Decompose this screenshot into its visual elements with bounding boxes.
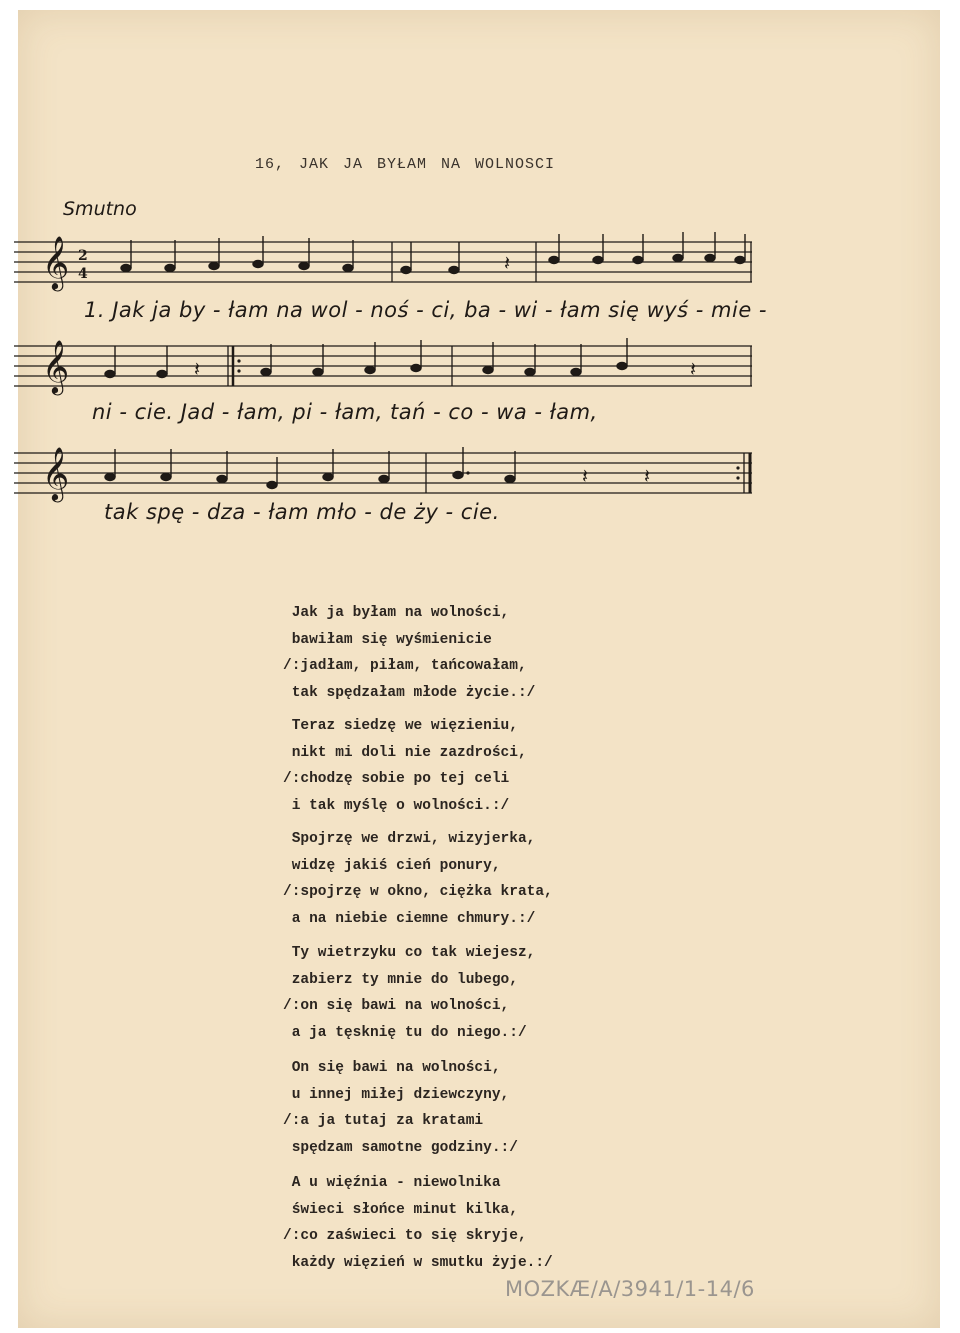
stanza-1 [283,600,535,706]
verse-line: Ty wietrzyku co tak wiejesz, [283,945,536,961]
verse-line: u innej miłej dziewczyny, [283,1086,510,1103]
svg-text:4: 4 [78,266,88,282]
verse-line: a na niebie ciemne chmury.:/ [283,910,536,927]
verse-line: /:on się bawi na wolności, [283,998,510,1014]
svg-text:𝄽: 𝄽 [504,251,511,275]
verse-line: każdy więzień w smutku żyje.:/ [283,1254,553,1271]
verse-line: /:chodzę sobie po tej celi [283,771,510,787]
lyric-line-1: 1. Jak ja by - łam na wol - noś - ci, ba - wi - łam się wyś - mie - [84,298,768,322]
stanza-3 [283,826,553,932]
verse-line: /:a ja tutaj za kratami [283,1113,484,1129]
verse-line: bawiłam się wyśmienicie [283,631,492,648]
verse-line: A u więźnia - niewolnika [283,1175,501,1191]
verse-line: Teraz siedzę we więzieniu, [283,718,518,734]
verse-line: /:spojrzę w okno, ciężka krata, [283,884,553,900]
staff-3-notation [14,445,756,505]
svg-text:𝄽: 𝄽 [690,357,697,381]
lyric-line-3: tak spę - dza - łam mło - de ży - cie. [104,500,500,524]
verse-line: /:jadłam, piłam, tańcowałam, [283,658,527,674]
tempo-marking: Smutno [63,198,137,220]
verse-line: On się bawi na wolności, [283,1060,501,1076]
music-staff-2 [14,338,756,398]
lyric-line-2: ni - cie. Jad - łam, pi - łam, tań - co - wa - łam, [92,400,598,424]
treble-clef-icon: 𝄞 [42,339,70,393]
verse-line: widzę jakiś cień ponury, [283,857,501,874]
stanza-2 [283,713,527,819]
music-staff-3 [14,445,756,505]
verse-line: nikt mi doli nie zazdrości, [283,744,527,761]
archive-signature: MOZKÆ/A/3941/1-14/6 [505,1277,755,1301]
svg-text:𝄽: 𝄽 [582,464,589,488]
svg-text:𝄽: 𝄽 [194,357,201,381]
stanza-4 [283,940,535,1046]
music-staff-1 [14,234,756,294]
svg-text:2: 2 [78,248,88,264]
verse-line: Jak ja byłam na wolności, [283,605,510,621]
verse-line: świeci słońce minut kilka, [283,1201,518,1218]
verse-line: a ja tęsknię tu do niego.:/ [283,1024,527,1041]
stanza-6 [283,1170,553,1276]
staff-2-notation [14,338,756,398]
stanza-5 [283,1055,518,1161]
treble-clef-icon: 𝄞 [42,235,70,289]
verse-line: zabierz ty mnie do lubego, [283,971,518,988]
verse-line: /:co zaświeci to się skryje, [283,1228,527,1244]
treble-clef-icon: 𝄞 [42,446,70,500]
verse-line: spędzam samotne godziny.:/ [283,1139,518,1156]
verse-line: Spojrzę we drzwi, wizyjerka, [283,831,536,847]
staff-1-notation [14,234,756,294]
song-title: 16, JAK JA BYŁAM NA WOLNOSCI [255,156,556,173]
verse-line: tak spędzałam młode życie.:/ [283,684,536,701]
svg-text:𝄽: 𝄽 [644,464,651,488]
verse-line: i tak myślę o wolności.:/ [283,797,510,814]
